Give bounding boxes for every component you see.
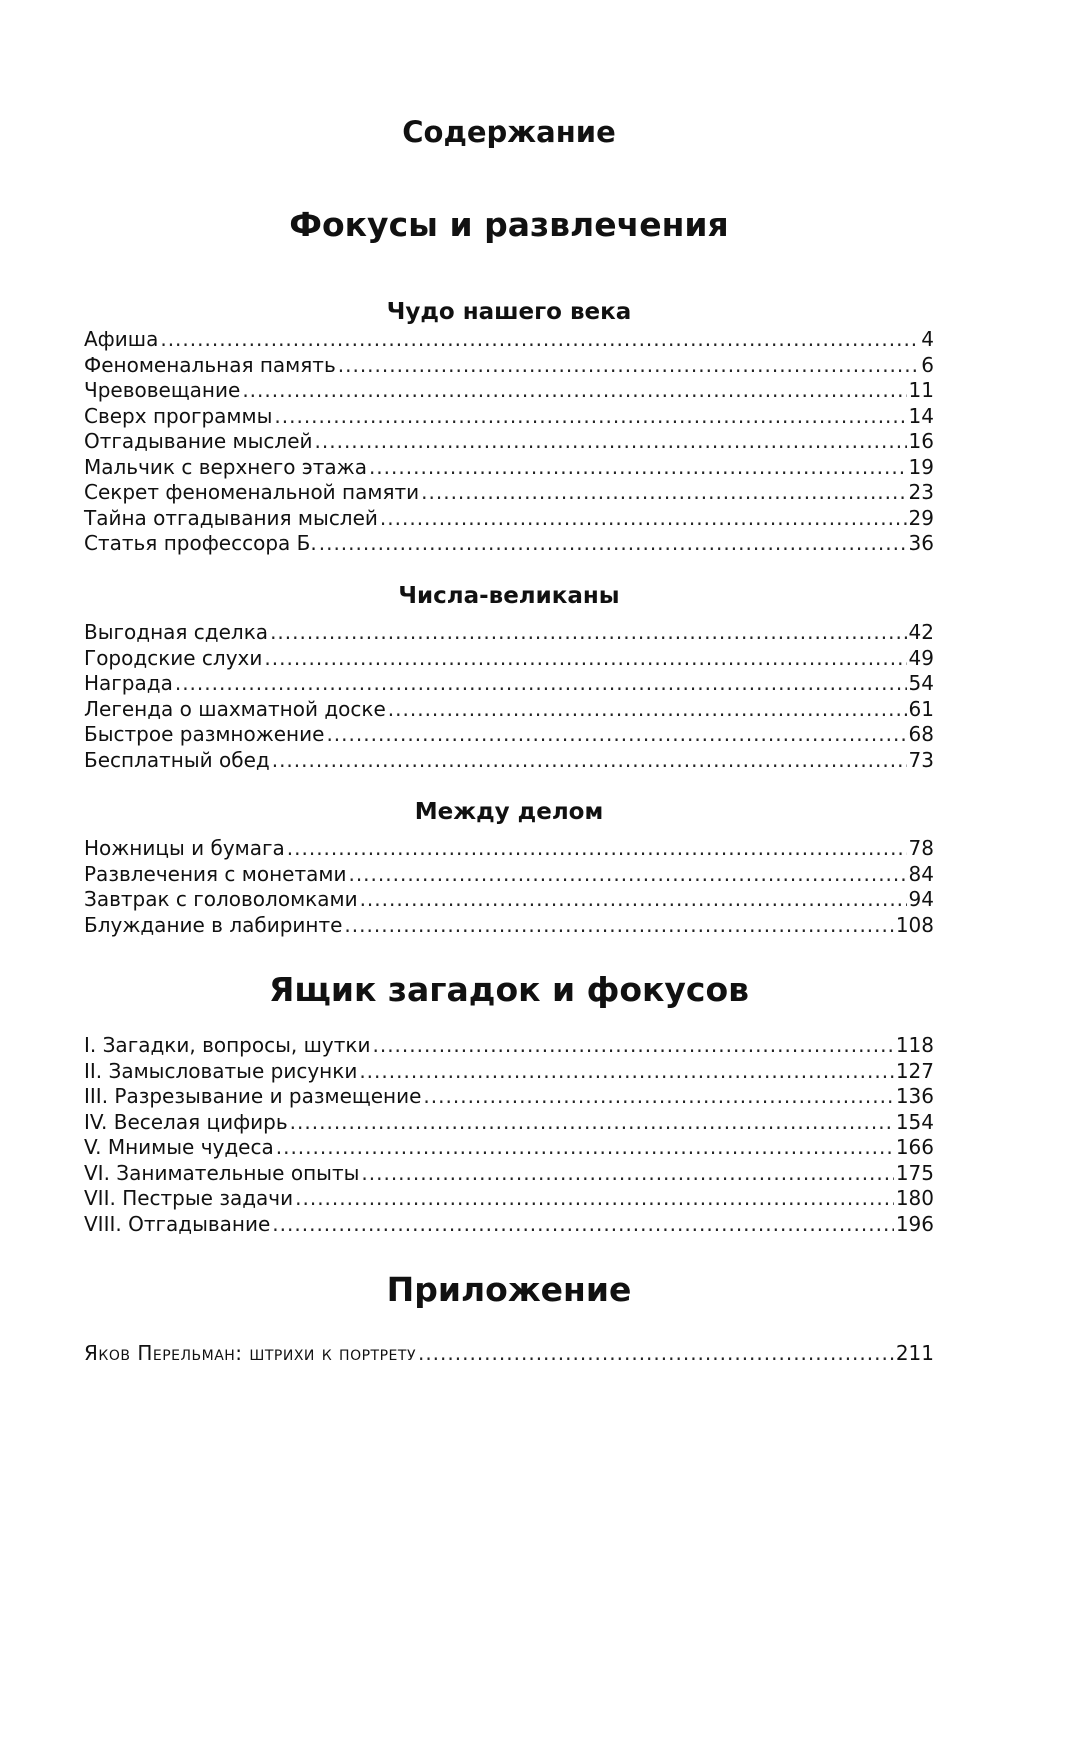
entry-page: 175	[895, 1160, 934, 1185]
entry-title: Чревовещание	[84, 378, 241, 402]
entry-page: 136	[895, 1084, 934, 1108]
dot-leader	[295, 1186, 894, 1212]
entry-title: Легенда о шахматной доске	[84, 696, 386, 721]
dot-leader	[360, 887, 907, 913]
entry-title: Афиша	[84, 327, 159, 351]
toc-entry[interactable]	[84, 1084, 934, 1110]
entry-title: Быстрое размножение	[84, 722, 325, 746]
entry-title: Ножницы и бумага	[84, 836, 285, 860]
toc-entry[interactable]	[84, 887, 934, 913]
dot-leader	[361, 1161, 893, 1187]
entry-title: Выгодная сделка	[84, 620, 269, 644]
part-title-tricks: Фокусы и развлечения	[289, 205, 729, 244]
section-entries-miracle	[84, 327, 934, 557]
toc-entry[interactable]	[84, 455, 934, 481]
entry-page: 73	[908, 747, 934, 772]
entry-title: VIII. Отгадывание	[84, 1211, 271, 1236]
entry-page: 211	[895, 1341, 934, 1365]
toc-entry[interactable]	[84, 1341, 934, 1367]
toc-entry[interactable]	[84, 646, 934, 672]
dot-leader	[272, 748, 907, 774]
entry-page: 196	[895, 1211, 934, 1236]
entry-page: 118	[895, 1033, 934, 1057]
toc-entry[interactable]	[84, 378, 934, 404]
dot-leader	[276, 1135, 894, 1161]
entry-title: Бесплатный обед	[84, 747, 270, 772]
entry-title: III. Разрезывание и размещение	[84, 1084, 422, 1108]
toc-entry[interactable]	[84, 429, 934, 455]
entry-title: Развлечения с монетами	[84, 861, 347, 886]
toc-entry[interactable]	[84, 1135, 934, 1161]
entry-page: 84	[908, 861, 934, 886]
part-title-box-of-puzzles: Ящик загадок и фокусов	[268, 970, 750, 1009]
dot-leader	[380, 506, 907, 532]
part-title-appendix: Приложение	[386, 1270, 632, 1309]
entry-page: 94	[908, 887, 934, 911]
toc-entry[interactable]	[84, 480, 934, 506]
dot-leader	[326, 722, 906, 748]
entry-title: Тайна отгадывания мыслей	[84, 505, 378, 530]
entry-page: 78	[908, 836, 934, 860]
entry-page: 166	[895, 1135, 934, 1159]
toc-entry[interactable]	[84, 836, 934, 862]
dot-leader	[418, 1341, 894, 1367]
toc-entry[interactable]	[84, 327, 934, 353]
toc-entry[interactable]	[84, 722, 934, 748]
entry-page: 6	[921, 352, 934, 377]
dot-leader	[372, 1033, 893, 1059]
entry-title: IV. Веселая цифирь	[84, 1109, 288, 1134]
entry-page: 14	[908, 403, 934, 428]
dot-leader	[274, 404, 906, 430]
dot-leader	[423, 1084, 893, 1110]
dot-leader	[388, 697, 907, 723]
entry-title: Завтрак с головоломками	[84, 887, 358, 911]
entry-page: 54	[908, 671, 934, 695]
entry-page: 61	[908, 696, 934, 721]
entry-title: Яков Перельман: штрихи к портрету	[84, 1341, 416, 1365]
entry-title: Феноменальная память	[84, 352, 336, 377]
entry-title: I. Загадки, вопросы, шутки	[84, 1033, 371, 1057]
entry-title: Секрет феноменальной памяти	[84, 480, 420, 504]
dot-leader	[319, 531, 907, 557]
part-entries-appendix	[84, 1341, 934, 1367]
entry-page: 4	[921, 327, 934, 351]
toc-entry[interactable]	[84, 404, 934, 430]
dot-leader	[175, 671, 907, 697]
entry-title: Мальчик с верхнего этажа	[84, 454, 367, 479]
entry-page: 29	[908, 505, 934, 530]
entry-title: Городские слухи	[84, 645, 263, 670]
entry-title: Статья профессора Б.	[84, 531, 317, 555]
entry-page: 16	[908, 429, 934, 453]
toc-entry[interactable]	[84, 913, 934, 939]
entry-title: II. Замысловатые рисунки	[84, 1058, 358, 1083]
dot-leader	[272, 1212, 894, 1238]
dot-leader	[348, 862, 906, 888]
toc-entry[interactable]	[84, 862, 934, 888]
entry-title: Награда	[84, 671, 173, 695]
toc-entry[interactable]	[84, 1212, 934, 1238]
part-entries-box-of-puzzles	[84, 1033, 934, 1237]
entry-title: V. Мнимые чудеса	[84, 1135, 274, 1159]
toc-entry[interactable]	[84, 353, 934, 379]
dot-leader	[421, 480, 906, 506]
entry-page: 42	[908, 620, 934, 644]
entry-page: 108	[895, 912, 934, 937]
entry-page: 180	[895, 1186, 934, 1210]
section-title-giant-numbers: Числа-великаны	[398, 583, 620, 609]
entry-title: Отгадывание мыслей	[84, 429, 313, 453]
entry-title: Блуждание в лабиринте	[84, 912, 343, 937]
toc-entry[interactable]	[84, 1059, 934, 1085]
entry-page: 49	[908, 645, 934, 670]
entry-title: Сверх программы	[84, 403, 273, 428]
dot-leader	[369, 455, 907, 481]
entry-page: 127	[895, 1058, 934, 1083]
toc-entry[interactable]	[84, 671, 934, 697]
toc-entry[interactable]	[84, 748, 934, 774]
entry-page: 36	[908, 531, 934, 555]
entry-page: 23	[908, 480, 934, 504]
entry-page: 19	[908, 454, 934, 479]
section-entries-in-between	[84, 836, 934, 938]
entry-title: VI. Занимательные опыты	[84, 1160, 360, 1185]
dot-leader	[338, 353, 920, 379]
entry-page: 68	[908, 722, 934, 746]
toc-entry[interactable]	[84, 506, 934, 532]
toc-entry[interactable]	[84, 620, 934, 646]
entry-page: 11	[908, 378, 934, 402]
dot-leader	[344, 913, 893, 939]
toc-entry[interactable]	[84, 1161, 934, 1187]
dot-leader	[359, 1059, 894, 1085]
toc-entry[interactable]	[84, 1110, 934, 1136]
dot-leader	[160, 327, 919, 353]
toc-entry[interactable]	[84, 1186, 934, 1212]
section-entries-giant-numbers	[84, 620, 934, 773]
toc-entry[interactable]	[84, 531, 934, 557]
toc-entry[interactable]	[84, 1033, 934, 1059]
dot-leader	[290, 1110, 894, 1136]
section-title-miracle: Чудо нашего века	[386, 299, 632, 325]
section-title-in-between: Между делом	[414, 799, 604, 825]
toc-title: Содержание	[402, 115, 616, 149]
dot-leader	[270, 620, 906, 646]
dot-leader	[264, 646, 906, 672]
dot-leader	[242, 378, 906, 404]
dot-leader	[315, 429, 907, 455]
entry-title: VII. Пестрые задачи	[84, 1186, 294, 1210]
dot-leader	[287, 836, 907, 862]
toc-entry[interactable]	[84, 697, 934, 723]
entry-page: 154	[895, 1109, 934, 1134]
